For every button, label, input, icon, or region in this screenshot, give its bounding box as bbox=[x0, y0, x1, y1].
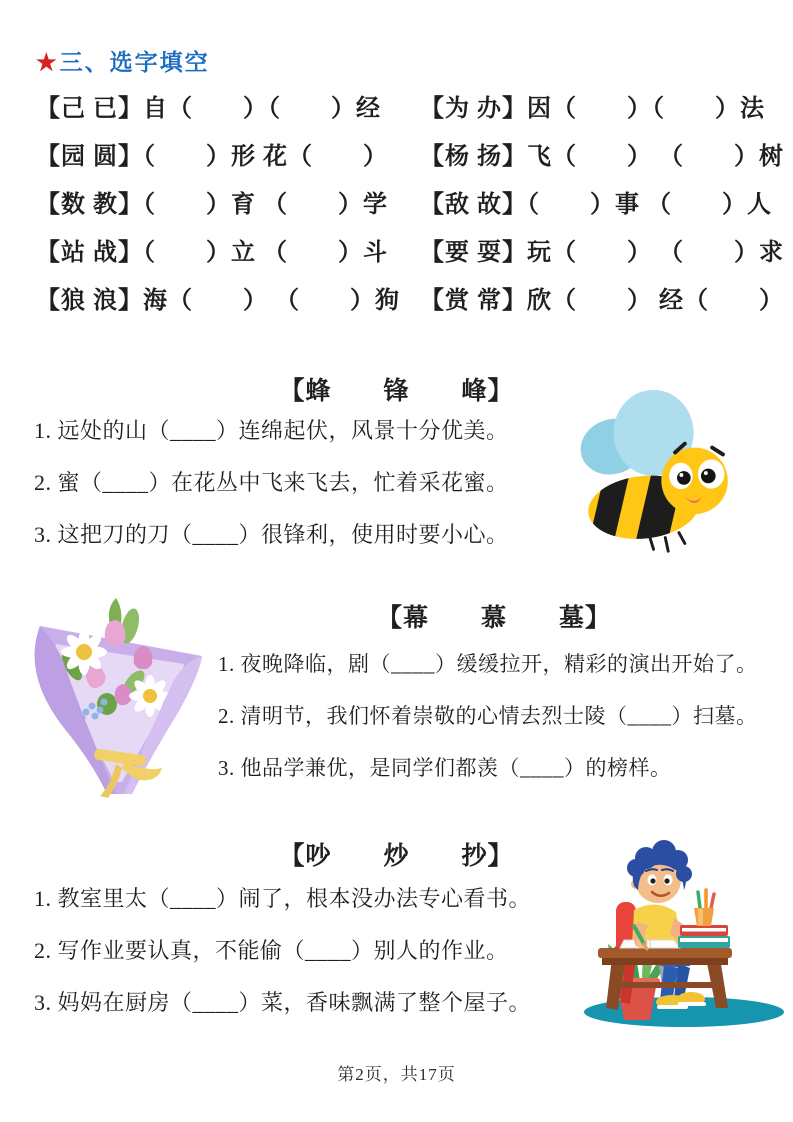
choice-row: 【要 耍】玩（ ） （ ）求 bbox=[420, 240, 784, 266]
flower-bouquet-illustration bbox=[12, 596, 212, 808]
choice-row: 【数 教】（ ）育 （ ）学 bbox=[36, 192, 388, 218]
sentence: 2. 清明节，我们怀着崇敬的心情去烈士陵（____）扫墓。 bbox=[218, 704, 758, 728]
sentence: 3. 妈妈在厨房（____）菜，香味飘满了整个屋子。 bbox=[34, 990, 532, 1015]
boy-studying-illustration bbox=[572, 840, 790, 1036]
choice-row: 【狼 浪】海（ ） （ ）狗 bbox=[36, 288, 400, 314]
choice-row: 【敌 故】（ ）事 （ ）人 bbox=[420, 192, 772, 218]
choice-row: 【园 圆】（ ）形 花（ ） bbox=[36, 144, 388, 170]
choice-row: 【站 战】（ ）立 （ ）斗 bbox=[36, 240, 388, 266]
bee-illustration bbox=[568, 386, 786, 562]
sentence: 1. 教室里太（____）闹了，根本没办法专心看书。 bbox=[34, 886, 532, 911]
sentence: 2. 蜜（____）在花丛中飞来飞去，忙着采花蜜。 bbox=[34, 470, 509, 495]
section-heading: 【幕 慕 墓】 bbox=[376, 605, 611, 632]
sentence-list bbox=[218, 638, 758, 794]
sentence: 3. 这把刀的刀（____）很锋利，使用时要小心。 bbox=[34, 522, 509, 547]
sentence-list bbox=[34, 405, 509, 561]
sentence-list bbox=[34, 873, 531, 1029]
choice-row: 【为 办】因（ ）（ ）法 bbox=[420, 96, 765, 122]
sentence: 1. 夜晚降临，剧（____）缓缓拉开，精彩的演出开始了。 bbox=[218, 652, 758, 676]
page-title bbox=[36, 44, 210, 77]
star-icon: ★ bbox=[36, 50, 57, 75]
sentence: 1. 远处的山（____）连绵起伏，风景十分优美。 bbox=[34, 418, 509, 443]
choice-row: 【赏 常】欣（ ） 经（ ） bbox=[420, 288, 784, 314]
choice-fill-exercise bbox=[36, 85, 784, 325]
sentence: 2. 写作业要认真，不能偷（____）别人的作业。 bbox=[34, 938, 509, 963]
choice-row: 【己 已】自（ ）（ ）经 bbox=[36, 96, 381, 122]
sentence: 3. 他品学兼优，是同学们都羡（____）的榜样。 bbox=[218, 756, 672, 780]
section-heading: 【蜂 锋 峰】 bbox=[279, 378, 514, 405]
page-number: 第2页，共17页 bbox=[337, 1065, 456, 1084]
section-heading: 【吵 炒 抄】 bbox=[279, 843, 514, 870]
page-title-text: 三、选字填空 bbox=[59, 50, 210, 75]
choice-row: 【杨 扬】飞（ ） （ ）树 bbox=[420, 144, 784, 170]
